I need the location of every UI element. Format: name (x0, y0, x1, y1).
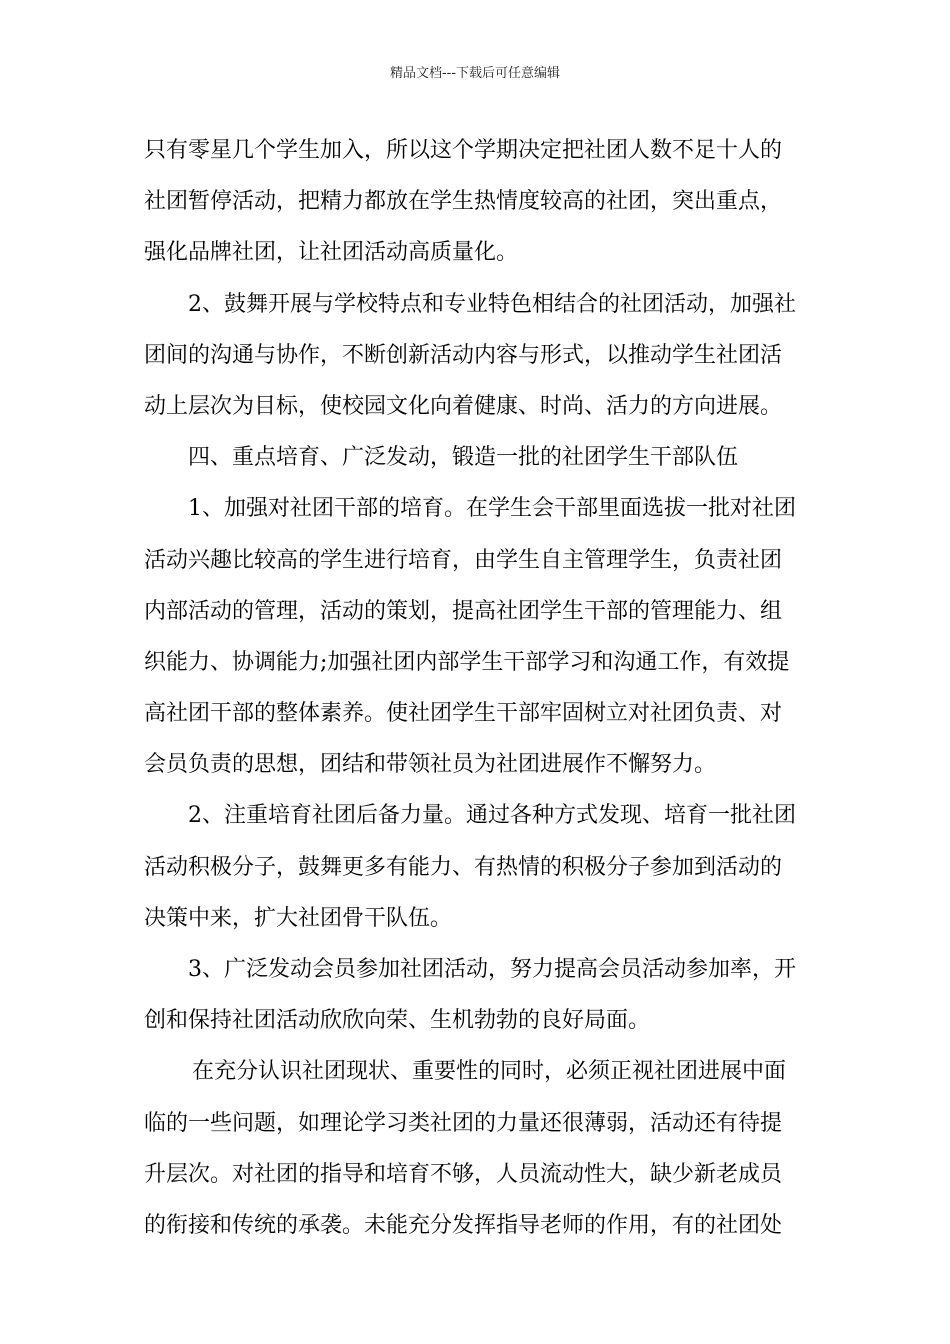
text-line: 3、广泛发动会员参加社团活动，努力提高会员活动参加率，开 (188, 957, 796, 982)
text-line: 升层次。对社团的指导和培育不够，人员流动性大，缺少新老成员 (144, 1161, 783, 1187)
text-line: 临的一些问题，如理论学习类社团的力量还很薄弱，活动还有待提 (144, 1110, 783, 1136)
text-line: 2、鼓舞开展与学校特点和专业特色相结合的社团活动，加强社 (188, 291, 796, 317)
page-header: 精品文档---下载后可任意编辑 (389, 66, 561, 81)
text-line: 织能力、协调能力;加强社团内部学生干部学习和沟通工作，有效提 (144, 649, 790, 675)
text-line: 活动兴趣比较高的学生进行培育，由学生自主管理学生，负责社团 (144, 547, 783, 573)
text-line: 强化品牌社团，让社团活动高质量化。 (144, 240, 519, 266)
text-line: 内部活动的管理，活动的策划，提高社团学生干部的管理能力、组 (144, 598, 783, 624)
text-line: 的衔接和传统的承袭。未能充分发挥指导老师的作用，有的社团处 (144, 1212, 783, 1238)
text-line: 2、注重培育社团后备力量。通过各种方式发现、培育一批社团 (188, 803, 796, 829)
text-line: 在充分认识社团现状、重要性的同时，必须正视社团进展中面 (192, 1059, 787, 1085)
text-line: 四、重点培育、广泛发动，锻造一批的社团学生干部队伍 (188, 445, 739, 471)
text-line: 创和保持社团活动欣欣向荣、生机勃勃的良好局面。 (144, 1008, 651, 1034)
text-line: 团间的沟通与协作，不断创新活动内容与形式，以推动学生社团活 (144, 342, 783, 368)
document-body (144, 131, 808, 1257)
text-line: 只有零星几个学生加入，所以这个学期决定把社团人数不足十人的 (144, 138, 783, 163)
text-line: 1、加强对社团干部的培育。在学生会干部里面选拔一批对社团 (188, 496, 796, 522)
text-line: 会员负责的思想，团结和带领社员为社团进展作不懈努力。 (144, 752, 717, 778)
text-line: 动上层次为目标，使校园文化向着健康、时尚、活力的方向进展。 (144, 393, 783, 419)
text-line: 活动积极分子，鼓舞更多有能力、有热情的积极分子参加到活动的 (144, 854, 783, 880)
text-line: 高社团干部的整体素养。使社团学生干部牢固树立对社团负责、对 (144, 701, 783, 727)
text-line: 社团暂停活动，把精力都放在学生热情度较高的社团，突出重点， (144, 189, 783, 215)
text-line: 决策中来，扩大社团骨干队伍。 (144, 905, 453, 931)
